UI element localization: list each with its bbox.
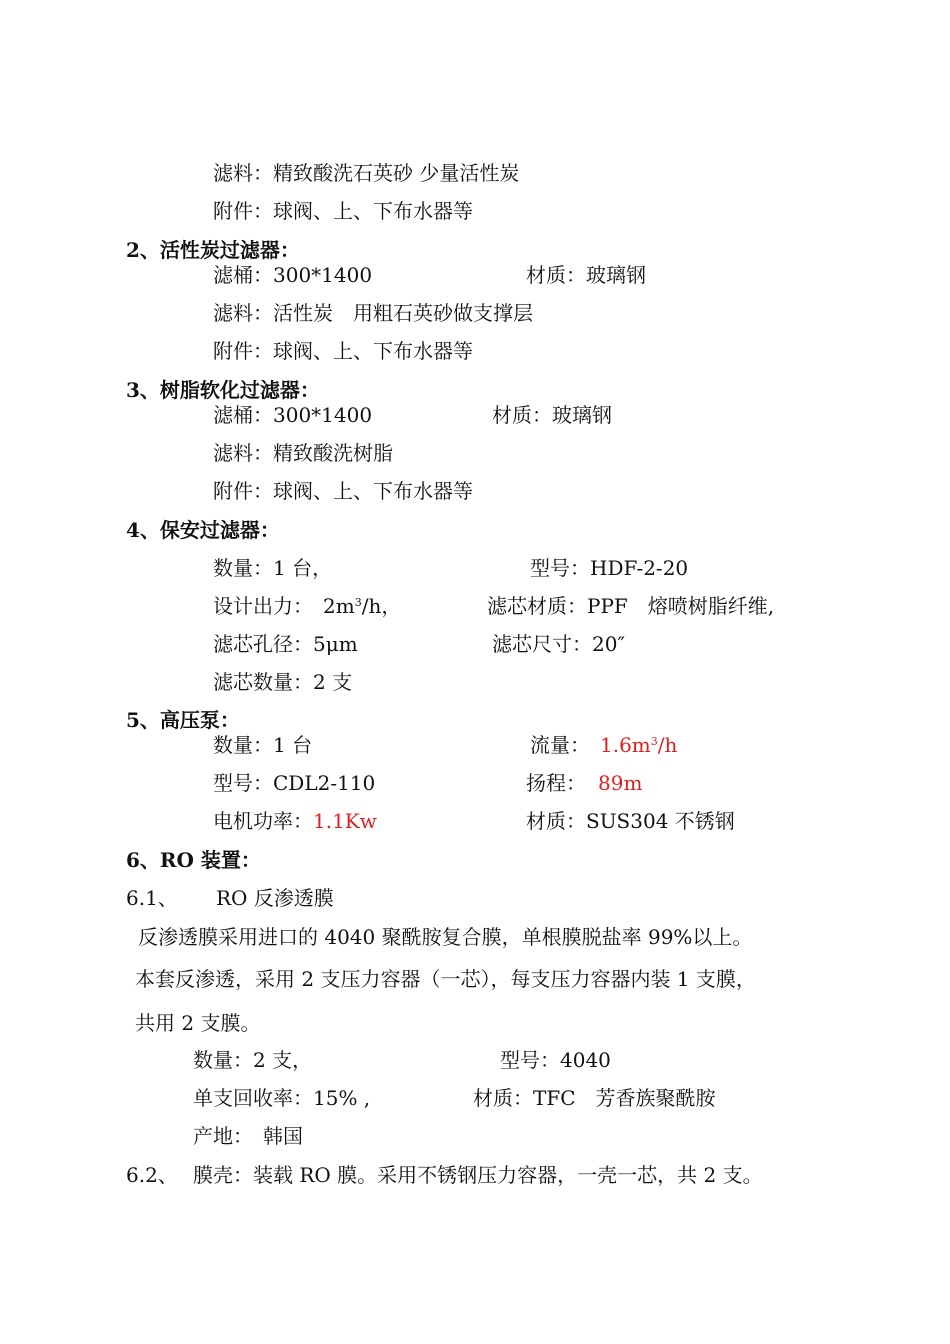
- paragraph-membrane-type: 反渗透膜采用进口的 4040 聚酰胺复合膜，单根膜脱盐率 99%以上。: [138, 925, 753, 949]
- tank-spec: 滤桶：300*1400: [213, 403, 373, 427]
- power-spec: 电机功率：1.1Kw: [213, 809, 377, 833]
- accessories-line: 附件：球阀、上、下布水器等: [213, 339, 473, 363]
- head-value: 89m: [598, 771, 643, 795]
- filter-media-line: 滤料：活性炭 用粗石英砂做支撑层: [213, 301, 533, 325]
- subsection-membrane-housing: 膜壳：装载 RO 膜。采用不锈钢压力容器，一壳一芯，共 2 支。: [193, 1163, 763, 1187]
- material-spec: 材质：玻璃钢: [526, 263, 646, 287]
- power-value: 1.1Kw: [313, 809, 377, 833]
- core-size-spec: 滤芯尺寸：20″: [492, 632, 625, 656]
- section-heading-resin-softener: 3、树脂软化过滤器：: [126, 378, 320, 402]
- material-spec: 材质：SUS304 不锈钢: [526, 809, 735, 833]
- flow-value: $1.6m^3/h$: [600, 733, 678, 757]
- head-spec: 扬程： 89m: [526, 771, 643, 795]
- model-spec: 型号：CDL2-110: [213, 771, 376, 795]
- subsection-number-6-1: 6.1、: [126, 886, 178, 910]
- section-heading-carbon-filter: 2、活性炭过滤器：: [126, 238, 300, 262]
- capacity-spec: 设计出力： $2m^3/h$，: [213, 594, 402, 618]
- material-spec: 材质：TFC 芳香族聚酰胺: [473, 1086, 716, 1110]
- paragraph-pressure-vessels: 本套反渗透，采用 2 支压力容器（一芯），每支压力容器内装 1 支膜，: [135, 967, 756, 991]
- filter-media-line: 滤料：精致酸洗树脂: [213, 441, 393, 465]
- filter-media-line: 滤料：精致酸洗石英砂 少量活性炭: [213, 161, 520, 185]
- section-heading-ro-unit: 6、RO 装置：: [126, 848, 261, 872]
- origin-spec: 产地： 韩国: [193, 1124, 303, 1148]
- core-material-spec: 滤芯材质：PPF 熔喷树脂纤维,: [487, 594, 775, 618]
- section-heading-high-pressure-pump: 5、高压泵：: [126, 708, 240, 732]
- model-spec: 型号：HDF-2-20: [530, 556, 689, 580]
- core-count-spec: 滤芯数量：2 支: [213, 670, 353, 694]
- subsection-title-ro-membrane: RO 反渗透膜: [216, 886, 334, 910]
- accessories-line: 附件：球阀、上、下布水器等: [213, 479, 473, 503]
- quantity-spec: 数量：2 支，: [193, 1048, 313, 1072]
- recovery-spec: 单支回收率：15% ,: [193, 1086, 371, 1110]
- subsection-number-6-2: 6.2、: [126, 1163, 178, 1187]
- model-spec: 型号：4040: [500, 1048, 611, 1072]
- pore-size-spec: 滤芯孔径：5μm: [213, 632, 358, 656]
- quantity-spec: 数量：1 台: [213, 733, 313, 757]
- accessories-line: 附件：球阀、上、下布水器等: [213, 199, 473, 223]
- material-spec: 材质：玻璃钢: [492, 403, 612, 427]
- tank-spec: 滤桶：300*1400: [213, 263, 373, 287]
- section-heading-security-filter: 4、保安过滤器：: [126, 518, 280, 542]
- quantity-spec: 数量：1 台，: [213, 556, 333, 580]
- flow-spec: 流量： $1.6m^3/h$: [530, 733, 678, 757]
- paragraph-membrane-total: 共用 2 支膜。: [135, 1011, 261, 1035]
